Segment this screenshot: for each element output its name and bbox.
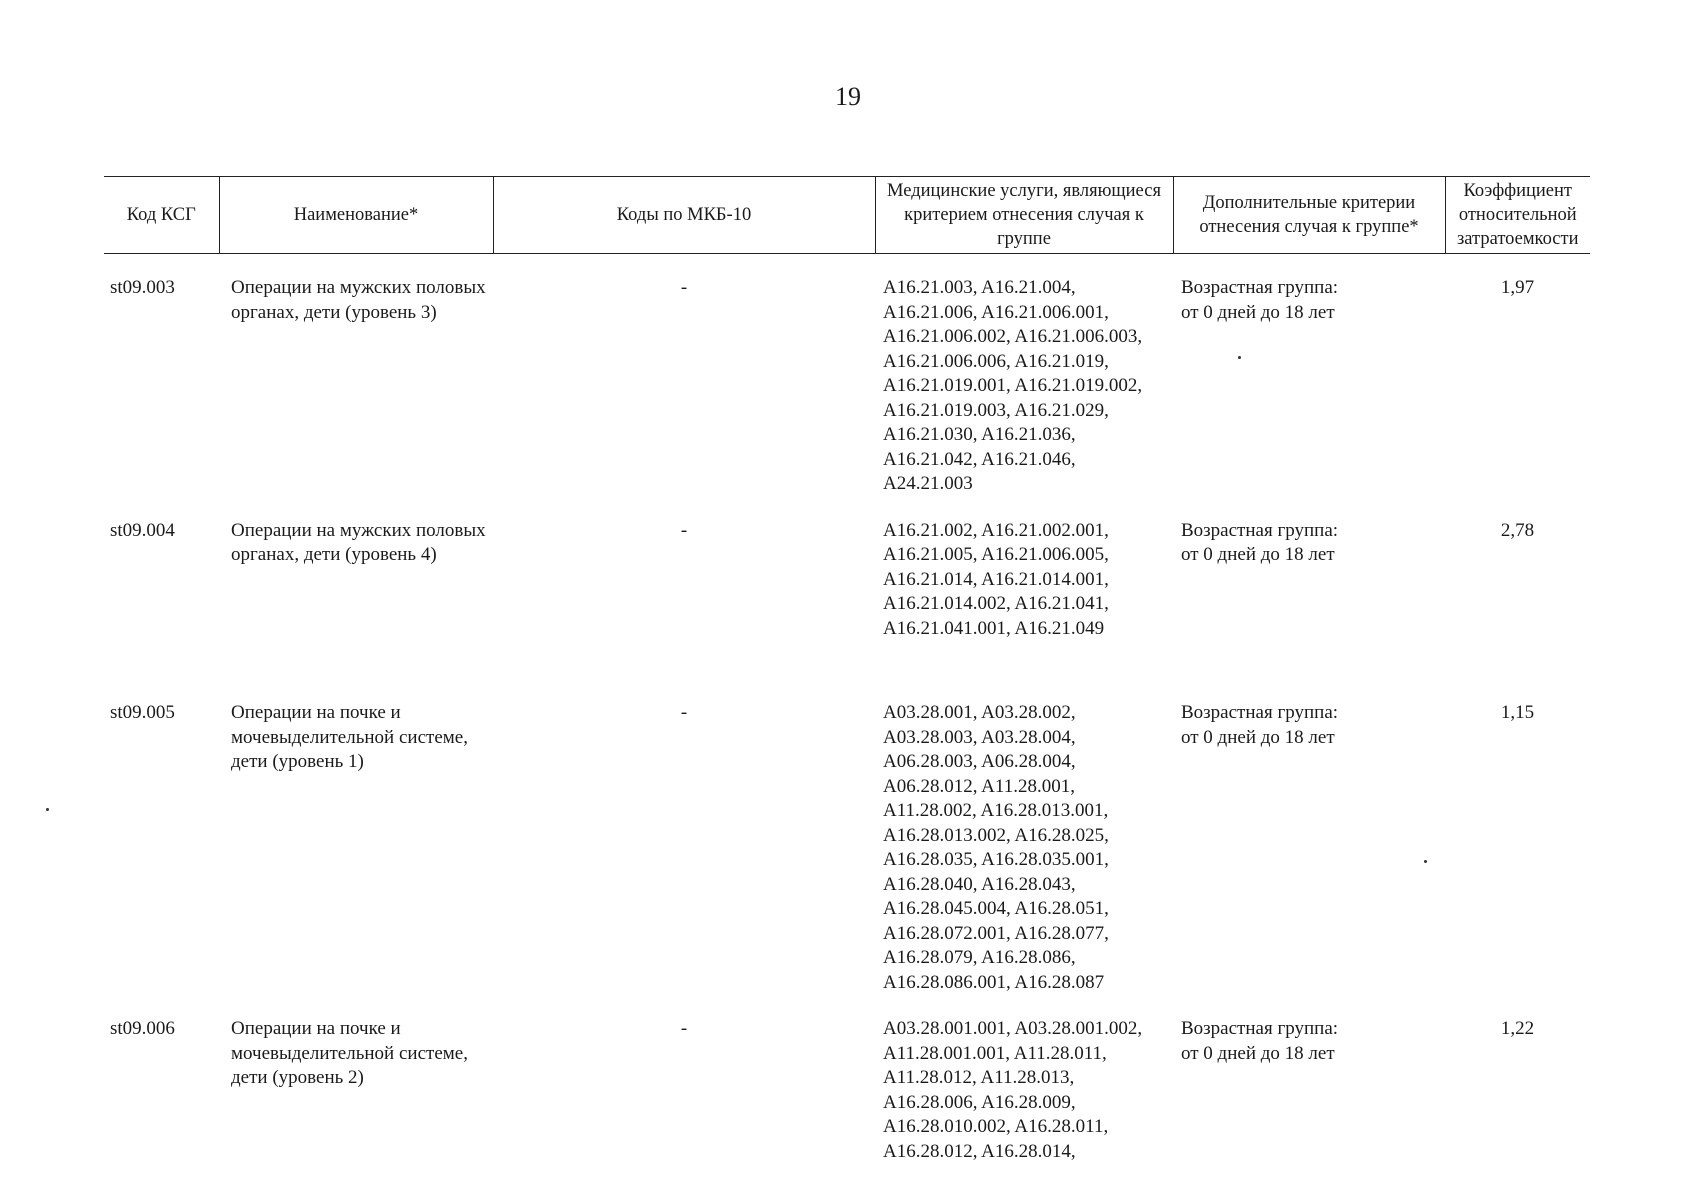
- additional-criteria: [1173, 254, 1445, 497]
- ksg-table-container: [104, 176, 1590, 1164]
- scan-speck: [1424, 860, 1427, 863]
- ksg-name: Операции на мужских половых органах, дети (уровень 4): [231, 519, 486, 565]
- table-header: [104, 177, 1590, 254]
- ksg-name: Операции на почке и мочевыделительной системе, дети (уровень 1): [231, 702, 468, 772]
- scan-speck: [46, 808, 49, 811]
- service-line: A16.28.035, A16.28.035.001,: [883, 849, 1109, 870]
- service-line: A16.21.006, A16.21.006.001,: [883, 301, 1109, 323]
- service-line: A11.28.001.001, A11.28.011,: [883, 1042, 1107, 1064]
- header-code: Код КСГ: [104, 177, 219, 254]
- cost-coefficient: 1,22: [1500, 1018, 1535, 1039]
- service-line: A16.21.014, A16.21.014.001,: [883, 568, 1109, 590]
- additional-criteria: [1173, 995, 1445, 1164]
- criteria-line: Возрастная группа:: [1181, 519, 1339, 541]
- service-line: A16.28.006, A16.28.009,: [883, 1091, 1076, 1113]
- ksg-table: [104, 176, 1590, 1164]
- ksg-code: st09.006: [110, 1018, 175, 1039]
- page-number: 19: [835, 82, 861, 111]
- criteria-line: от 0 дней до 18 лет: [1181, 544, 1335, 565]
- header-coef: Коэффициент относительной затратоемкости: [1445, 177, 1590, 254]
- service-line: A03.28.001.001, A03.28.001.002,: [883, 1018, 1143, 1039]
- cost-coefficient: 1,15: [1500, 702, 1535, 723]
- service-line: A16.21.041.001, A16.21.049: [883, 617, 1105, 639]
- service-line: A16.28.045.004, A16.28.051,: [883, 898, 1109, 919]
- service-line: A16.21.019.001, A16.21.019.002,: [883, 375, 1143, 396]
- ksg-name: Операции на мужских половых органах, дети (уровень 3): [231, 277, 486, 323]
- table-row: [104, 679, 1590, 995]
- table-row: [104, 497, 1590, 680]
- criteria-line: Возрастная группа:: [1181, 277, 1339, 298]
- table-row: [104, 254, 1590, 497]
- service-line: A16.28.086.001, A16.28.087: [883, 971, 1105, 993]
- mkb-codes: -: [680, 277, 688, 298]
- service-line: A06.28.003, A06.28.004,: [883, 751, 1076, 772]
- service-line: A16.21.005, A16.21.006.005,: [883, 544, 1109, 565]
- service-line: A16.21.042, A16.21.046,: [883, 448, 1076, 470]
- additional-criteria: [1173, 497, 1445, 680]
- service-line: A16.21.002, A16.21.002.001,: [883, 519, 1109, 541]
- header-name: Наименование*: [219, 177, 493, 254]
- header-mkb: Коды по МКБ-10: [493, 177, 875, 254]
- service-line: A16.21.014.002, A16.21.041,: [883, 593, 1109, 614]
- service-line: A16.21.003, A16.21.004,: [883, 277, 1076, 298]
- header-criteria: Дополнительные критерии отнесения случая к группе*: [1173, 177, 1445, 254]
- medical-services: [875, 254, 1173, 497]
- service-line: A16.28.079, A16.28.086,: [883, 947, 1076, 968]
- medical-services: [875, 679, 1173, 995]
- cost-coefficient: 2,78: [1500, 519, 1535, 541]
- medical-services: [875, 497, 1173, 680]
- mkb-codes: -: [680, 702, 688, 723]
- criteria-line: от 0 дней до 18 лет: [1181, 301, 1335, 323]
- service-line: A16.21.030, A16.21.036,: [883, 424, 1076, 445]
- service-line: A16.28.010.002, A16.28.011,: [883, 1116, 1109, 1137]
- service-line: A11.28.012, A11.28.013,: [883, 1067, 1075, 1088]
- mkb-codes: -: [680, 1018, 688, 1039]
- criteria-line: Возрастная группа:: [1181, 702, 1339, 723]
- ksg-name: Операции на почке и мочевыделительной системе, дети (уровень 2): [231, 1018, 468, 1088]
- service-line: A24.21.003: [883, 473, 973, 494]
- service-line: A16.28.012, A16.28.014,: [883, 1140, 1076, 1162]
- service-line: A11.28.002, A16.28.013.001,: [883, 800, 1109, 821]
- service-line: A06.28.012, A11.28.001,: [883, 775, 1075, 797]
- criteria-line: от 0 дней до 18 лет: [1181, 726, 1335, 748]
- table-body: [104, 254, 1590, 1165]
- criteria-line: Возрастная группа:: [1181, 1018, 1339, 1039]
- service-line: A16.21.006.006, A16.21.019,: [883, 350, 1109, 372]
- mkb-codes: -: [680, 519, 688, 541]
- service-line: A16.28.013.002, A16.28.025,: [883, 824, 1109, 846]
- service-line: A03.28.003, A03.28.004,: [883, 726, 1076, 748]
- additional-criteria: [1173, 679, 1445, 995]
- ksg-code: st09.005: [110, 702, 175, 723]
- ksg-code: st09.004: [110, 519, 175, 541]
- service-line: A16.21.019.003, A16.21.029,: [883, 399, 1109, 421]
- medical-services: [875, 995, 1173, 1164]
- service-line: A16.28.072.001, A16.28.077,: [883, 922, 1109, 944]
- criteria-line: от 0 дней до 18 лет: [1181, 1042, 1335, 1064]
- service-line: A16.28.040, A16.28.043,: [883, 873, 1076, 895]
- ksg-code: st09.003: [110, 277, 175, 298]
- scan-speck: [1238, 356, 1241, 359]
- cost-coefficient: 1,97: [1500, 277, 1535, 298]
- header-services: Медицинские услуги, являющиеся критерием отнесения случая к группе: [875, 177, 1173, 254]
- table-row: [104, 995, 1590, 1164]
- service-line: A16.21.006.002, A16.21.006.003,: [883, 326, 1143, 347]
- service-line: A03.28.001, A03.28.002,: [883, 702, 1076, 723]
